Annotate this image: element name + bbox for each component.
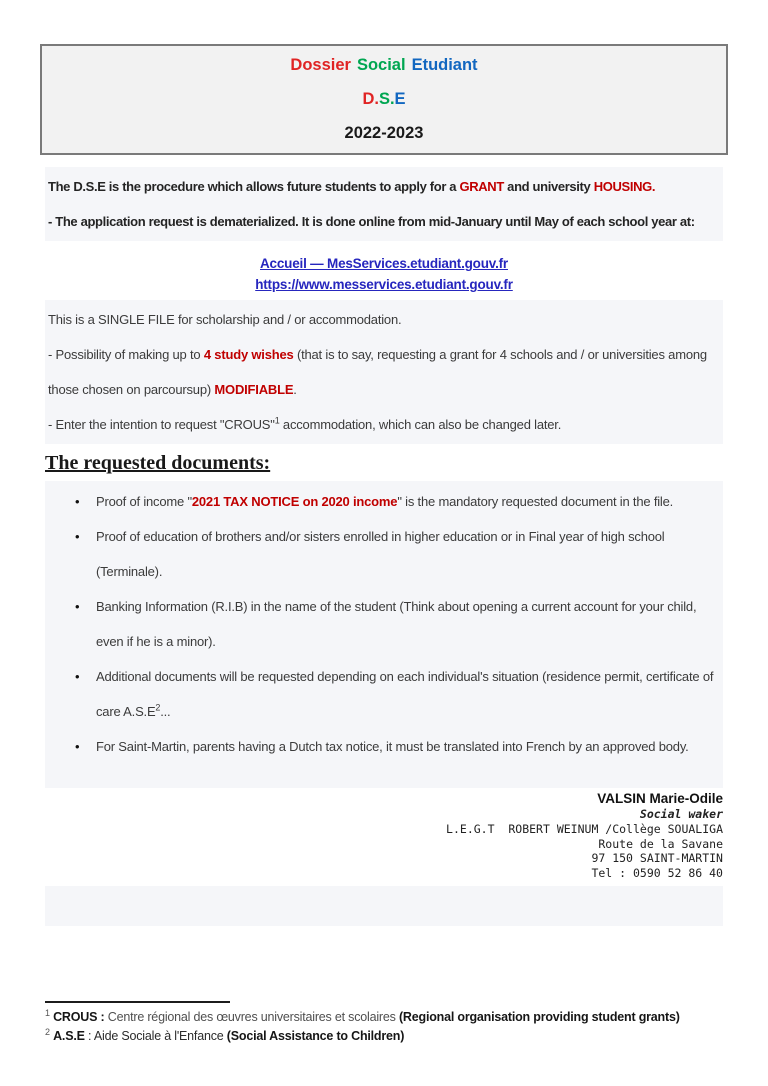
footnote-ref-2: 2 — [155, 702, 161, 713]
signature-school: L.E.G.T ROBERT WEINUM /Collège SOUALIGA — [446, 822, 723, 836]
footnote-marker-1: 1 — [45, 1007, 50, 1018]
bullet-dot-icon: • — [75, 739, 80, 754]
intro-block — [45, 167, 723, 241]
bullet-dot-icon: • — [75, 529, 80, 544]
bullet-dot-icon: • — [75, 494, 80, 509]
document-bullet-item — [75, 659, 720, 729]
title-box — [40, 44, 728, 155]
body-paragraph-3 — [48, 407, 720, 442]
messervices-home-link[interactable]: Accueil — MesServices.etudiant.gouv.fr — [260, 256, 508, 271]
signature-city: 97 150 SAINT-MARTIN — [591, 851, 723, 865]
empty-shaded-band — [45, 886, 723, 926]
footnote-ref-1: 1 — [274, 415, 280, 426]
body-p2-pre: - Possibility of making up to — [48, 347, 204, 362]
intro-p1-mid: and university — [503, 179, 594, 194]
links-section — [0, 249, 768, 300]
footnote-1-term: CROUS : — [53, 1010, 105, 1024]
documents-block — [45, 481, 723, 788]
footnote-1-translation: (Regional organisation providing student grants) — [398, 1010, 680, 1024]
title-word-dossier: Dossier — [290, 56, 351, 74]
body-p3-post: accommodation, which can also be changed later. — [279, 417, 562, 432]
bullet-3-text: Banking Information (R.I.B) in the name of the student (Think about opening a current account for your child, even if he is a minor). — [96, 599, 697, 649]
bullet-2-text: Proof of education of brothers and/or sisters enrolled in higher education or in Final year of high school (Terminale). — [96, 529, 665, 579]
body-paragraph-1: This is a SINGLE FILE for scholarship and / or accommodation. — [48, 312, 402, 327]
acronym-d: D. — [362, 90, 379, 108]
bullet-4-pre: Additional documents will be requested depending on each individual's situation (residence permit, certificate of care A.S.E — [96, 669, 714, 719]
study-wishes-highlight: 4 study wishes — [203, 347, 294, 362]
title-word-etudiant: Etudiant — [411, 56, 478, 74]
bullet-4-post: ... — [160, 704, 171, 719]
title-word-social: Social — [356, 56, 406, 74]
signature-role: Social waker — [639, 807, 723, 821]
modifiable-highlight: MODIFIABLE — [214, 382, 294, 397]
signature-street: Route de la Savane — [598, 836, 723, 851]
footnote-marker-2: 2 — [45, 1026, 50, 1037]
body-block — [45, 300, 723, 444]
acronym-s: S. — [378, 90, 395, 108]
bullet-dot-icon: • — [75, 669, 80, 684]
document-bullet-item — [75, 484, 720, 519]
document-acronym — [42, 89, 726, 109]
bullet-1-post: " is the mandatory requested document in the file. — [397, 494, 674, 509]
footnote-2-term: A.S.E — [53, 1028, 85, 1043]
documents-list — [48, 484, 720, 764]
school-year: 2022-2023 — [344, 124, 424, 142]
footnote-separator — [45, 1001, 230, 1003]
footnote-ase — [45, 1027, 735, 1046]
document-bullet-item — [75, 519, 720, 589]
bullet-5-text: For Saint-Martin, parents having a Dutch tax notice, it must be translated into French by an approved body. — [96, 739, 689, 754]
footnote-2-translation: (Social Assistance to Children) — [226, 1028, 405, 1043]
grant-highlight: GRANT — [459, 179, 504, 194]
footnotes-section — [45, 1001, 735, 1045]
signature-block — [0, 790, 768, 880]
housing-highlight: HOUSING. — [593, 179, 656, 194]
intro-p1-text: The D.S.E is the procedure which allows future students to apply for a — [48, 179, 460, 194]
body-p3-pre: - Enter the intention to request "CROUS" — [48, 417, 275, 432]
document-bullet-item — [75, 589, 720, 659]
requested-documents-heading: The requested documents: — [45, 452, 271, 474]
body-p2-post: . — [293, 382, 297, 397]
signature-phone: Tel : 0590 52 86 40 — [591, 865, 723, 880]
acronym-e: E — [394, 90, 406, 108]
body-p2-mid: (that is to say, requesting a grant for 4 schools and / or universities among those chosen on parcoursup) — [48, 347, 707, 397]
document-title — [42, 55, 726, 75]
footnote-2-text: : Aide Sociale à l'Enfance — [84, 1028, 227, 1043]
body-paragraph-2 — [48, 337, 720, 407]
bullet-dot-icon: • — [75, 599, 80, 614]
footnote-1-text: Centre régional des œuvres universitaires et scolaires — [104, 1010, 399, 1024]
messervices-url-link[interactable]: https://www.messervices.etudiant.gouv.fr — [255, 277, 513, 292]
tax-notice-highlight: 2021 TAX NOTICE on 2020 income — [191, 494, 398, 509]
intro-paragraph-1 — [48, 169, 720, 204]
intro-paragraph-2: - The application request is dematerialized. It is done online from mid-January until May of each school year at: — [48, 214, 695, 229]
bullet-1-pre: Proof of income " — [96, 494, 192, 509]
document-bullet-item — [75, 729, 720, 764]
signature-name: VALSIN Marie-Odile — [597, 791, 723, 806]
footnote-crous — [45, 1008, 735, 1027]
